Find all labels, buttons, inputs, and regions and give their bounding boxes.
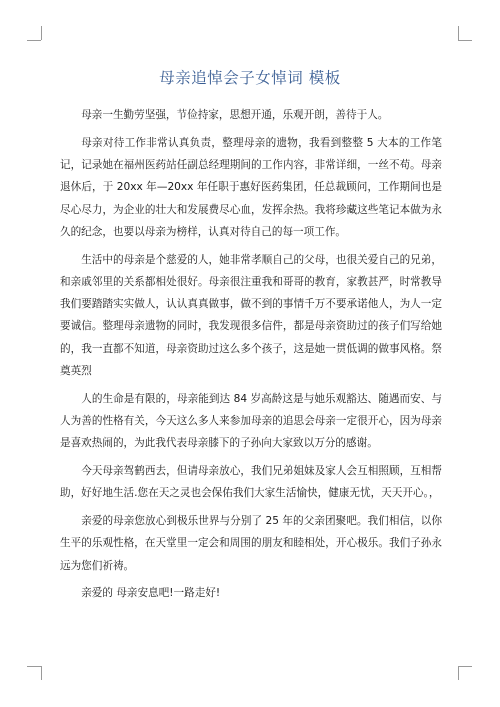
paragraph: 母亲对待工作非常认真负责，整理母亲的遗物，我看到整整 5 大本的工作笔记，记录她在福州医药站任副总经理期间的工作内容，非常详细，一丝不苟。母亲退休后，于 20xx 年—20xx 年任职于惠好医药集团，任总裁顾问，工作期间也是尽心尽力，为企业的壮大和发展费尽心血，发挥余热。我将珍藏这些笔记本做为永久的纪念，也要以母亲为榜样，认真对待自己的每一项工作。 xyxy=(60,136,442,238)
paragraph: 人的生命是有限的，母亲能到达 84 岁高龄这是与她乐观豁达、随遇而安、与人为善的性格有关，今天这么多人来参加母亲的追思会母亲一定很开心，因为母亲是喜欢热闹的，为此我代表母亲膝下的子孙向大家致以万分的感谢。 xyxy=(60,392,442,450)
document-body xyxy=(60,104,442,610)
paragraph: 母亲一生勤劳坚强，节俭持家，思想开通，乐观开朗，善待于人。 xyxy=(81,109,389,121)
paragraph: 亲爱的母亲您放心到极乐世界与分别了 25 年的父亲团聚吧。我们相信，以你生平的乐观性格，在天堂里一定会和周围的朋友和睦相处，开心极乐。我们子孙永远为您们祈祷。 xyxy=(60,515,442,572)
paragraph: 生活中的母亲是个慈爱的人，她非常孝顺自己的父母，也很关爱自己的兄弟，和亲戚邻里的关系都相处很好。母亲很注重我和哥哥的教育，家教甚严，时常教导我们要踏踏实实做人，认认真真做事，做不到的事情千万不要承诺他人，为人一定要诚信。整理母亲遗物的同时，我发现很多信件，都是母亲资助过的孩子们写给她的，我一直都不知道，母亲资助过这么多个孩子，这是她一贯低调的做事风格。祭奠英烈 xyxy=(60,253,442,378)
paragraph: 亲爱的 母亲安息吧!一路走好! xyxy=(81,587,221,600)
document-title: 母亲追悼会子女悼词 模板 xyxy=(159,69,341,87)
paragraph: 今天母亲驾鹤西去，但请母亲放心，我们兄弟姐妹及家人会互相照顾，互相帮助，好好地生活.您在天之灵也会保佑我们大家生活愉快，健康无忧，天天开心。， xyxy=(60,465,442,500)
